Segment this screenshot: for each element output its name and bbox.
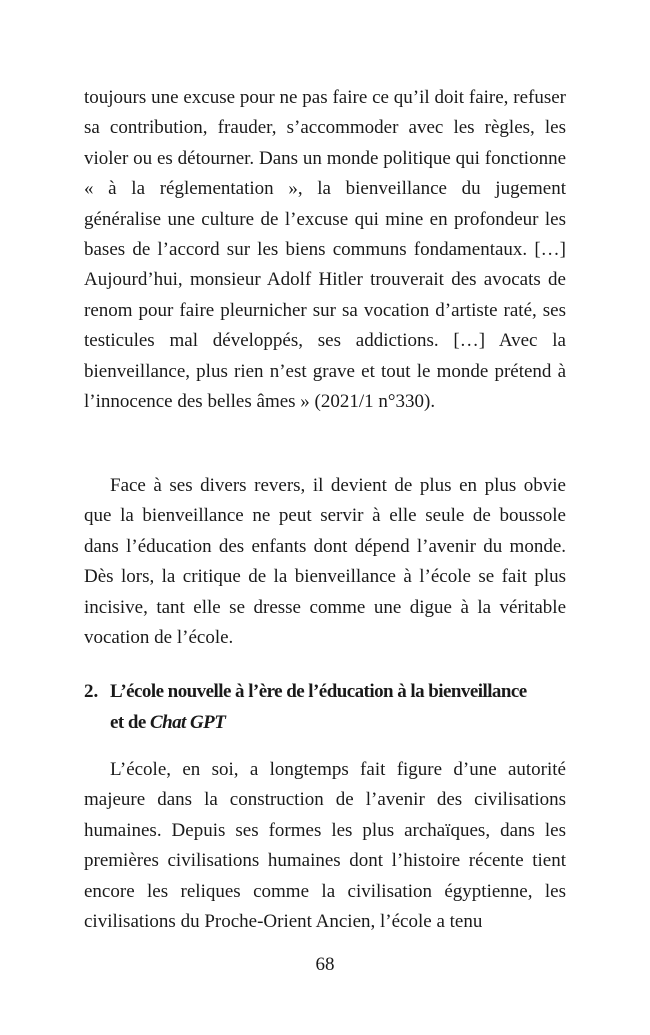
paragraph-text: L’école, en soi, a longtemps fait figure d’une autorité majeure dans la construction de l’avenir des civilisations humaines. Depuis ses formes les plus archaïques, dans les premières civilisations humaines dont l’histoire récente tient encore les reliques comme la civilisation égyptienne, les civilisations du Proche-Orient Ancien, l’école a tenu: [84, 759, 566, 933]
section-heading: [84, 676, 568, 738]
paragraph-text: Face à ses divers revers, il devient de plus en plus obvie que la bienveillance ne peut servir à elle seule de boussole dans l’éducation des enfants dont dépend l’avenir du monde. Dès lors, la critique de la bienveillance à l’école se fait plus incisive, tant elle se dresse comme une digue à la véritable vocation de l’école.: [84, 475, 566, 649]
section-number: 2.: [84, 681, 99, 702]
section-title: [110, 676, 568, 738]
page-number: 68: [315, 954, 335, 975]
paragraph-ecole-autorite: [84, 755, 566, 937]
section-title-italic: Chat GPT: [149, 712, 226, 733]
paragraph-text: toujours une excuse pour ne pas faire ce qu’il doit faire, refuser sa contribution, frauder, s’accommoder avec les règles, les violer ou es détourner. Dans un monde politique qui fonctionne « à la réglementation », la bienveillance du jugement généralise une culture de l’excuse qui mine en profondeur les bases de l’accord sur les biens communs fondamentaux. […] Aujourd’hui, monsieur Adolf Hitler trouverait des avocats de renom pour faire pleurnicher sur sa vocation d’artiste raté, ses testicules mal développés, ses addictions. […] Avec la bienveillance, plus rien n’est grave et tout le monde prétend à l’innocence des belles âmes » (2021/1 n°330).: [84, 87, 566, 413]
section-title-line1: L’école nouvelle à l’ère de l’éducation à la bienveillance: [110, 681, 527, 702]
paragraph-bienveillance-critique: [84, 471, 566, 653]
section-title-line2-prefix: et de: [110, 712, 150, 733]
paragraph-quote-continuation: [84, 83, 566, 417]
